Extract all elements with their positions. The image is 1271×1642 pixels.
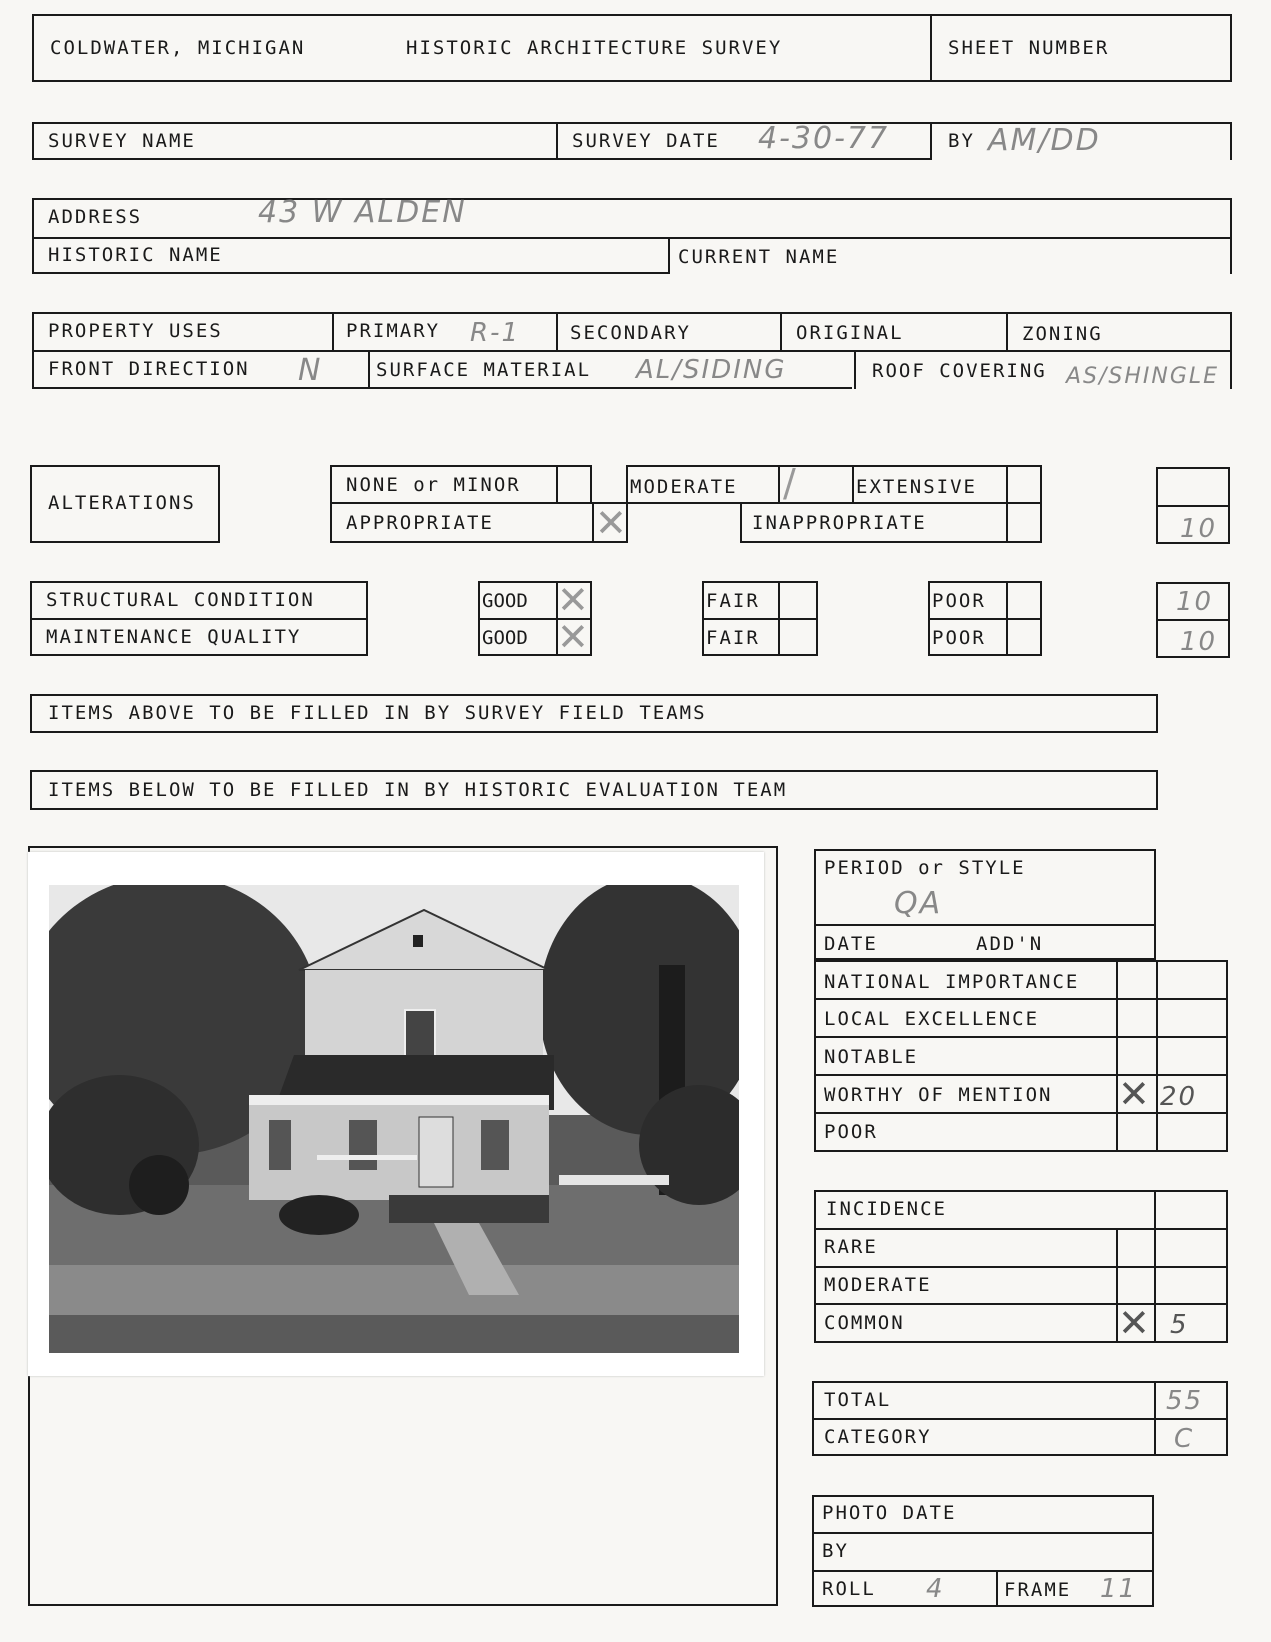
note-below-bottom	[30, 808, 1156, 810]
property-uses-label: PROPERTY USES	[48, 320, 223, 342]
photo-frame-right	[776, 846, 778, 1606]
worthy-of-mention-check: ✕	[1118, 1072, 1150, 1116]
address-value: 43 W ALDEN	[258, 195, 467, 230]
incidence-label: INCIDENCE	[826, 1198, 947, 1220]
fair-label-maintenance: FAIR	[706, 627, 760, 649]
address-label: ADDRESS	[48, 206, 143, 228]
none-minor-check-div	[556, 465, 558, 504]
incidence-div-3	[814, 1303, 1228, 1305]
survey-date-label: SURVEY DATE	[572, 130, 720, 152]
appropriate-check-div	[592, 502, 594, 543]
property-mid	[32, 350, 1232, 352]
property-top	[32, 312, 1232, 314]
survey-row-left	[32, 122, 34, 160]
property-div-original	[1006, 312, 1008, 350]
surface-material-label: SURFACE MATERIAL	[376, 359, 592, 381]
note-below-right	[1156, 770, 1158, 810]
none-minor-label: NONE or MINOR	[346, 474, 521, 496]
address-div	[668, 237, 670, 274]
period-date-div	[814, 924, 1156, 926]
alterations-score: 10	[1180, 514, 1218, 544]
survey-row-div1	[556, 122, 558, 160]
property-bottom	[32, 387, 852, 389]
incidence-row-label: RARE	[824, 1236, 878, 1258]
fair-label-structural: FAIR	[706, 590, 760, 612]
photo-info-frame-div	[996, 1570, 998, 1607]
fair-box-div	[702, 618, 818, 620]
property-div-secondary	[780, 312, 782, 350]
extensive-check-div	[1006, 465, 1008, 504]
appropriate-check-mark: ✕	[595, 501, 627, 545]
totals-div	[812, 1418, 1228, 1420]
property-left	[32, 312, 34, 389]
note-above: ITEMS ABOVE TO BE FILLED IN BY SURVEY FIELD TEAMS	[48, 702, 707, 724]
photo-frame-top	[28, 846, 778, 848]
roof-covering-value: AS/SHINGLE	[1066, 364, 1220, 389]
property-div-front	[368, 350, 370, 389]
alterations-label: ALTERATIONS	[48, 492, 196, 514]
maintenance-good-check: ✕	[557, 615, 589, 659]
poor-label-maintenance: POOR	[932, 627, 986, 649]
survey-row-bottom	[32, 158, 932, 160]
note-below-top	[30, 770, 1156, 772]
note-above-top	[30, 694, 1156, 696]
inappropriate-check-div	[1006, 502, 1008, 543]
good-label-maintenance: GOOD	[482, 627, 528, 649]
survey-by-value: AM/DD	[988, 123, 1101, 158]
addn-label: ADD'N	[976, 933, 1044, 955]
period-value: QA	[894, 886, 943, 921]
note-below-left	[30, 770, 32, 810]
address-top	[32, 198, 1232, 200]
common-check: ✕	[1118, 1301, 1150, 1345]
original-label: ORIGINAL	[796, 322, 904, 344]
header-divider	[930, 14, 932, 82]
roll-label: ROLL	[822, 1578, 876, 1600]
inappropriate-label: INAPPROPRIATE	[752, 512, 927, 534]
evaluation-score-div	[1156, 960, 1158, 1152]
incidence-row-label: COMMON	[824, 1312, 905, 1334]
eval-row-div-3	[814, 1074, 1228, 1076]
survey-title: HISTORIC ARCHITECTURE SURVEY	[406, 37, 783, 59]
front-direction-label: FRONT DIRECTION	[48, 358, 250, 380]
condition-score-div	[1156, 619, 1230, 621]
survey-name-label: SURVEY NAME	[48, 130, 196, 152]
primary-label: PRIMARY	[346, 320, 441, 342]
structural-score: 10	[1176, 587, 1214, 617]
total-value: 55	[1166, 1386, 1204, 1416]
extensive-label: EXTENSIVE	[856, 476, 977, 498]
worthy-of-mention-score: 20	[1160, 1082, 1198, 1112]
survey-date-value: 4-30-77	[758, 121, 890, 156]
property-right	[1230, 312, 1232, 389]
category-label: CATEGORY	[824, 1426, 932, 1448]
historic-name-label: HISTORIC NAME	[48, 244, 223, 266]
moderate-check-div	[778, 465, 780, 504]
survey-row-div2	[930, 122, 932, 160]
eval-row-label: WORTHY OF MENTION	[824, 1084, 1053, 1106]
maintenance-score: 10	[1180, 627, 1218, 657]
incidence-div-1	[814, 1228, 1228, 1230]
common-score: 5	[1170, 1310, 1189, 1340]
roof-covering-label: ROOF COVERING	[872, 360, 1047, 382]
good-label-structural: GOOD	[482, 590, 528, 612]
sheet-number-label: SHEET NUMBER	[948, 37, 1110, 59]
alterations-score-div	[1156, 505, 1230, 507]
eval-row-label: POOR	[824, 1121, 878, 1143]
photo-date-label: PHOTO DATE	[822, 1502, 957, 1524]
frame-value: 11	[1100, 1574, 1138, 1604]
eval-row-label: NATIONAL IMPORTANCE	[824, 971, 1080, 993]
address-left	[32, 198, 34, 274]
incidence-row-label: MODERATE	[824, 1274, 932, 1296]
moderate-check-mark: /	[783, 461, 796, 505]
totals-value-div	[1154, 1381, 1156, 1456]
house-photo	[49, 885, 739, 1353]
eval-row-div-2	[814, 1036, 1228, 1038]
primary-value: R-1	[470, 318, 520, 348]
total-label: TOTAL	[824, 1389, 892, 1411]
note-above-left	[30, 694, 32, 733]
address-mid	[32, 237, 1232, 239]
eval-row-label: LOCAL EXCELLENCE	[824, 1008, 1040, 1030]
frame-label: FRAME	[1004, 1579, 1072, 1601]
structural-good-check: ✕	[557, 578, 589, 622]
survey-row-right	[1230, 122, 1232, 160]
category-value: C	[1174, 1424, 1195, 1454]
note-above-right	[1156, 694, 1158, 733]
current-name-label: CURRENT NAME	[678, 246, 840, 268]
property-div-uses	[332, 312, 334, 350]
period-label: PERIOD or STYLE	[824, 857, 1026, 879]
poor-label-structural: POOR	[932, 590, 986, 612]
moderate-label: MODERATE	[630, 476, 738, 498]
condition-label-div	[30, 618, 368, 620]
eval-row-label: NOTABLE	[824, 1046, 919, 1068]
address-bottom	[32, 272, 670, 274]
city-label: COLDWATER, MICHIGAN	[50, 37, 306, 59]
poor-check-div	[1006, 581, 1008, 656]
date-label: DATE	[824, 933, 878, 955]
fair-check-div	[778, 581, 780, 656]
poor-box-div	[928, 618, 1042, 620]
appropriate-label: APPROPRIATE	[346, 512, 494, 534]
survey-by-label: BY	[948, 130, 975, 152]
photo-by-label: BY	[822, 1540, 849, 1562]
structural-condition-label: STRUCTURAL CONDITION	[46, 589, 315, 611]
zoning-label: ZONING	[1022, 323, 1103, 345]
property-div-primary	[556, 312, 558, 350]
secondary-label: SECONDARY	[570, 322, 691, 344]
maintenance-quality-label: MAINTENANCE QUALITY	[46, 626, 302, 648]
roll-value: 4	[926, 1574, 945, 1604]
address-right	[1230, 198, 1232, 274]
house-photo-image	[49, 885, 739, 1353]
evaluation-check-div	[1116, 960, 1118, 1152]
front-direction-value: N	[298, 353, 323, 388]
eval-row-div-1	[814, 998, 1228, 1000]
note-above-bottom	[30, 731, 1156, 733]
property-div-surface	[854, 350, 856, 389]
photo-frame-bottom	[28, 1604, 778, 1606]
photo-info-div-1	[812, 1532, 1154, 1534]
surface-material-value: AL/SIDING	[636, 355, 787, 385]
incidence-div-2	[814, 1266, 1228, 1268]
note-below: ITEMS BELOW TO BE FILLED IN BY HISTORIC EVALUATION TEAM	[48, 779, 788, 801]
